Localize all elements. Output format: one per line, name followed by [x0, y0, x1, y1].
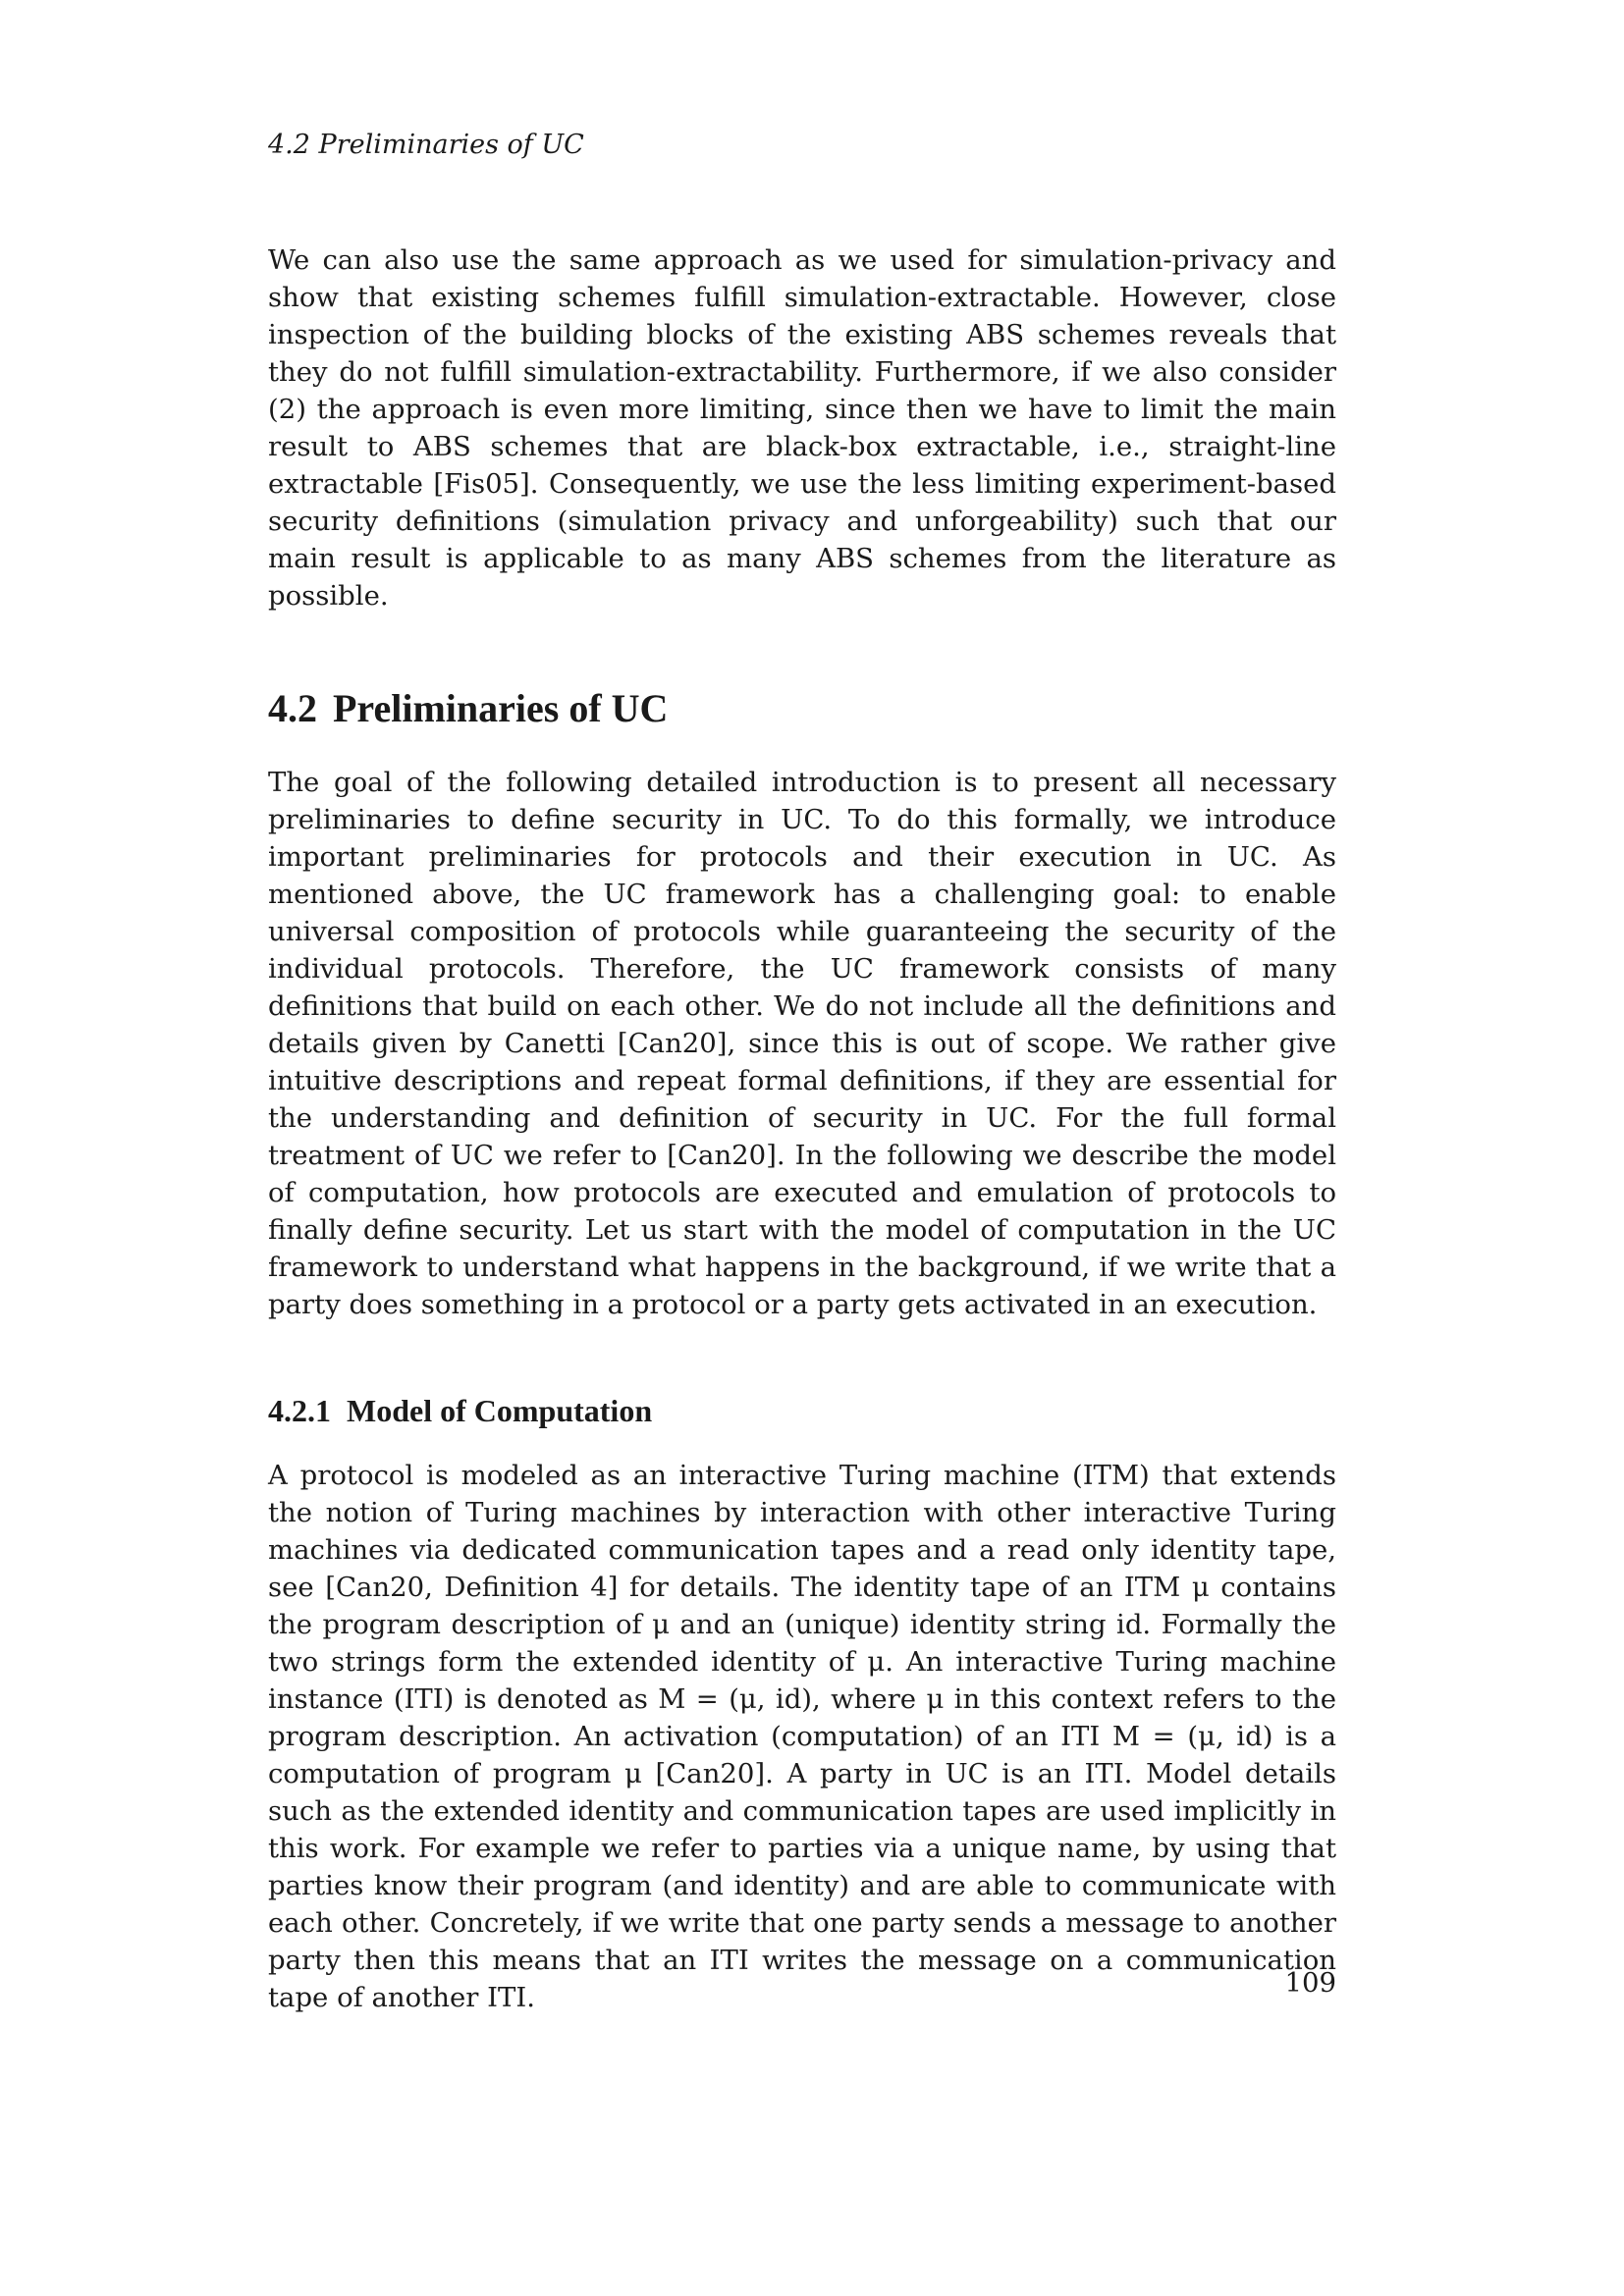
section-heading — [268, 684, 1336, 733]
subsection-title: Model of Computation — [347, 1393, 653, 1428]
page-body — [268, 128, 1336, 2016]
running-head: 4.2 Preliminaries of UC — [268, 130, 584, 160]
subsection-heading — [268, 1391, 1336, 1430]
page-number: 109 — [1284, 1967, 1336, 1999]
paragraph-model-of-computation: A protocol is modeled as an interactive Turing machine (ITM) that extends the notion of Turing machines by interaction with other interactive Turing machines via dedicated communication tapes and a read only identity tape, see [Can20, Definition 4] for details. The identity tape of an ITM μ contains the program description of μ and an (unique) identity string id. Formally the two strings form the extended identity of μ. An interactive Turing machine instance (ITI) is denoted as M = (μ, id), where μ in this context refers to the program description. An activation (computation) of an ITI M = (μ, id) is a computation of program μ [Can20]. A party in UC is an ITI. Model details such as the extended identity and communication tapes are used implicitly in this work. For example we refer to parties via a unique name, by using that parties know their program (and identity) and are able to communicate with each other. Concretely, if we write that one party sends a message to another party then this means that an ITI writes the message on a communication tape of another ITI. — [268, 1460, 1336, 2013]
paragraph-intro: We can also use the same approach as we used for simulation-privacy and show that existing schemes fulfill simulation-extractable. However, close inspection of the building blocks of the existing ABS schemes reveals that they do not fulfill simulation-extractability. Furthermore, if we also consider (2) the approach is even more limiting, since then we have to limit the main result to ABS schemes that are black-box extractable, i.e., straight-line extractable [Fis05]. Consequently, we use the less limiting experiment-based security definitions (simulation privacy and unforgeability) such that our main result is applicable to as many ABS schemes from the literature as possible. — [268, 244, 1336, 612]
section-title: Preliminaries of UC — [333, 686, 669, 730]
paragraph-preliminaries: The goal of the following detailed introduction is to present all necessary preliminaries to define security in UC. To do this formally, we introduce important preliminaries for protocols and their execution in UC. As mentioned above, the UC framework has a challenging goal: to enable universal composition of protocols while guaranteeing the security of the individual protocols. Therefore, the UC framework consists of many definitions that build on each other. We do not include all the definitions and details given by Canetti [Can20], since this is out of scope. We rather give intuitive descriptions and repeat formal definitions, if they are essential for the understanding and definition of security in UC. For the full formal treatment of UC we refer to [Can20]. In the following we describe the model of computation, how protocols are executed and emulation of protocols to finally define security. Let us start with the model of computation in the UC framework to understand what happens in the background, if we write that a party does something in a protocol or a party gets activated in an execution. — [268, 767, 1336, 1320]
subsection-number: 4.2.1 — [268, 1393, 331, 1428]
section-number: 4.2 — [268, 686, 317, 730]
